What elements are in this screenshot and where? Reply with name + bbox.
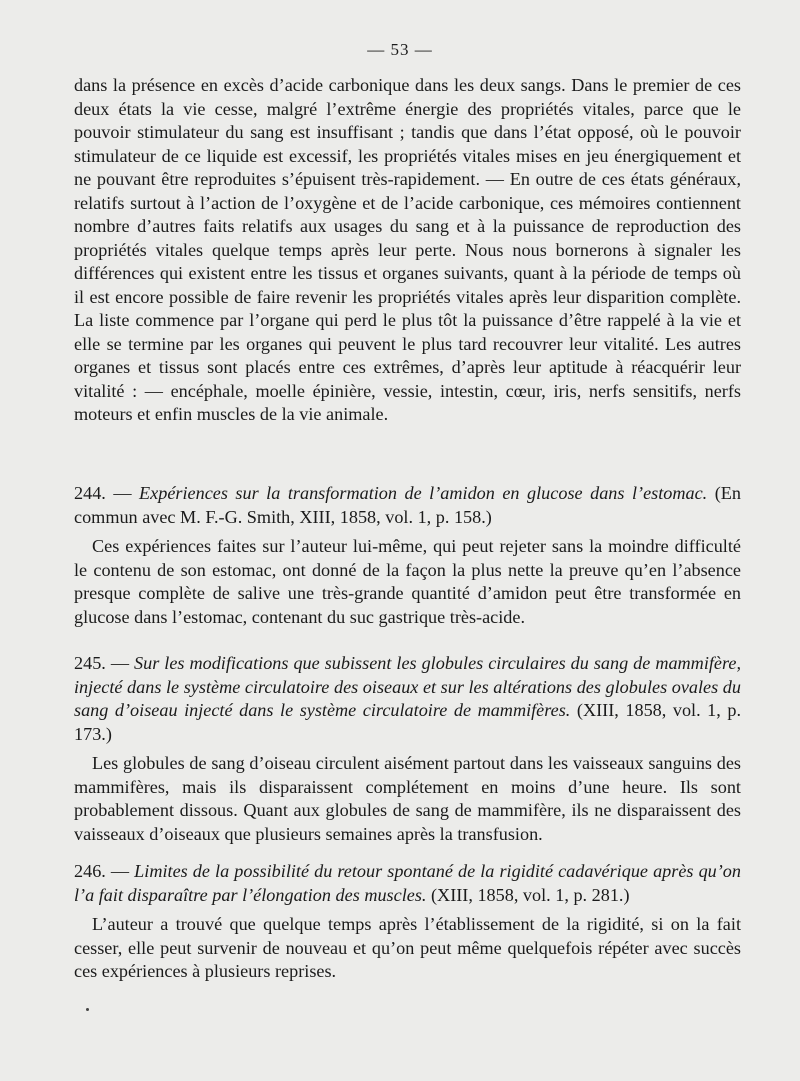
entry-body: L’auteur a trouvé que quelque temps après l’établissement de la rigidité, si on la fait cesser, elle peut survenir de nouveau et qu’on peut même quelquefois répéter avec succès ces expériences à plusieurs reprises.	[74, 914, 741, 981]
entry-title: Expériences sur la transformation de l’amidon en glucose dans l’estomac.	[139, 483, 708, 503]
entry-heading	[74, 652, 741, 746]
entry-number: 246. —	[74, 861, 130, 881]
entry-reference: (En commun avec M. F.-G. Smith, XIII, 1858, vol. 1, p. 158.)	[74, 483, 742, 527]
entry-heading	[74, 482, 741, 529]
print-speck	[86, 1008, 89, 1011]
entry-number: 244. —	[74, 483, 132, 503]
entry-title: Limites de la possibilité du retour spontané de la rigidité cadavérique après qu’on l’a fait disparaître par l’élongation des muscles.	[74, 861, 741, 905]
page-number: — 53 —	[367, 40, 433, 59]
entry-title: Sur les modifications que subissent les globules circulaires du sang de mammifère, injecté dans le système circulatoire des oiseaux et sur les altérations des globules ovales du sang d’oiseau injecté dans le système circulatoire de mammifères.	[74, 653, 742, 720]
entry-reference: (XIII, 1858, vol. 1, p. 281.)	[431, 884, 630, 905]
entry-number: 245. —	[74, 653, 130, 673]
entry-body: Les globules de sang d’oiseau circulent aisément partout dans les vaisseaux sanguins des mammifères, mais ils disparaissent complétement en moins d’une heure. Ils sont probablement dissous. Quant aux globules de sang de mammifère, ils ne disparaissent des vaisseaux d’oiseaux que plusieurs semaines après la transfusion.	[74, 753, 741, 844]
entry-246	[74, 860, 741, 984]
entry-reference: (XIII, 1858, vol. 1, p. 173.)	[74, 700, 742, 744]
entry-heading	[74, 860, 741, 907]
entry-245	[74, 652, 741, 846]
entry-body: Ces expériences faites sur l’auteur lui-même, qui peut rejeter sans la moindre difficulté le contenu de son estomac, ont donné de la façon la plus nette la preuve qu’en l’absence presque complète de salive une très-grande quantité d’amidon peut être transformée en glucose dans l’estomac, contenant du suc gastrique très-acide.	[74, 536, 741, 627]
entry-244	[74, 482, 741, 629]
intro-paragraph: dans la présence en excès d’acide carbonique dans les deux sangs. Dans le premier de ces deux états la vie cesse, malgré l’extrême énergie des propriétés vitales, parce que le pouvoir stimulateur du sang est insuffisant ; tandis que dans l’état opposé, où le pouvoir stimulateur de ce liquide est excessif, les propriétés vitales mises en jeu énergiquement et ne pouvant être reproduites s’épuisent très-rapidement. — En outre de ces états généraux, relatifs surtout à l’action de l’oxygène et de l’acide carbonique, ces mémoires contiennent nombre d’autres faits relatifs aux usages du sang et à la puissance de reproduction des propriétés vitales quelque temps après leur perte. Nous nous bornerons à signaler les différences qui existent entre les tissus et organes suivants, quant à la période de temps où il est encore possible de faire revenir les propriétés vitales après leur disparition complète. La liste commence par l’organe qui perd le plus tôt la puissance d’être rappelé à la vie et elle se termine par les organes qui peuvent le plus tard recouvrer leur vitalité. Les autres organes et tissus sont placés entre ces extrêmes, d’après leur aptitude à réacquérir leur vitalité : — encéphale, moelle épinière, vessie, intestin, cœur, iris, nerfs sensitifs, nerfs moteurs et enfin muscles de la vie animale.	[74, 75, 741, 424]
